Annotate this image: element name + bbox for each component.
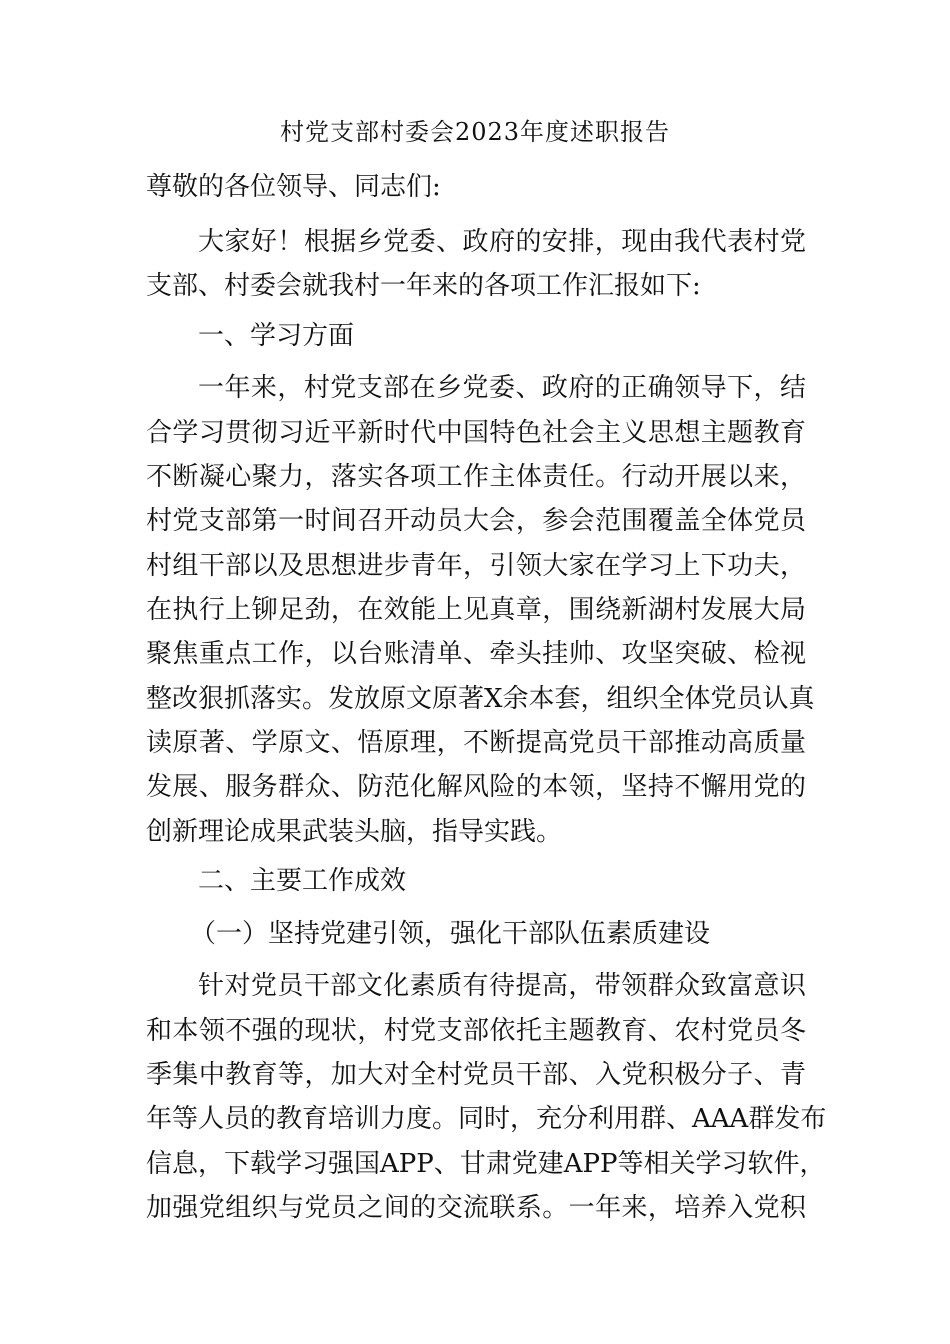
intro-line: 大家好！根据乡党委、政府的安排，现由我代表村党 <box>198 227 806 257</box>
paragraph-line: 发展、服务群众、防范化解风险的本领，坚持不懈用党的 <box>146 772 806 802</box>
paragraph-line: 合学习贯彻习近平新时代中国特色社会主义思想主题教育 <box>146 418 806 448</box>
paragraph-line: 聚焦重点工作，以台账清单、牵头挂帅、攻坚突破、检视 <box>146 639 806 669</box>
paragraph-line: 创新理论成果武装头脑，指导实践。 <box>146 817 563 847</box>
paragraph-line: 信息，下载学习强国APP、甘肃党建APP等相关学习软件， <box>146 1149 826 1179</box>
paragraph-line: 针对党员干部文化素质有待提高，带领群众致富意识 <box>198 971 806 1001</box>
intro-line: 支部、村委会就我村一年来的各项工作汇报如下: <box>146 271 701 301</box>
paragraph-line: 加强党组织与党员之间的交流联系。一年来，培养入党积 <box>146 1193 806 1223</box>
paragraph-line: 年等人员的教育培训力度。同时，充分利用群、AAA群发布 <box>146 1104 827 1134</box>
paragraph-line: 读原著、学原文、悟原理，不断提高党员干部推动高质量 <box>146 728 806 758</box>
section-heading: 二、主要工作成效 <box>198 866 407 896</box>
paragraph-line: 不断凝心聚力，落实各项工作主体责任。行动开展以来， <box>146 462 806 492</box>
document-title: 村党支部村委会2023年度述职报告 <box>279 118 671 146</box>
subsection-heading: （一）坚持党建引领，强化干部队伍素质建设 <box>190 919 711 949</box>
paragraph-line: 和本领不强的现状，村党支部依托主题教育、农村党员冬 <box>146 1016 806 1046</box>
paragraph-line: 季集中教育等，加大对全村党员干部、入党积极分子、青 <box>146 1060 806 1090</box>
paragraph-line: 一年来，村党支部在乡党委、政府的正确领导下，结 <box>198 373 806 403</box>
greeting: 尊敬的各位领导、同志们: <box>146 172 441 202</box>
paragraph-line: 村党支部第一时间召开动员大会，参会范围覆盖全体党员 <box>146 506 806 536</box>
section-heading: 一、学习方面 <box>198 321 355 351</box>
paragraph-line: 村组干部以及思想进步青年，引领大家在学习上下功夫， <box>146 551 806 581</box>
paragraph-line: 在执行上铆足劲，在效能上见真章，围绕新湖村发展大局 <box>146 595 806 625</box>
paragraph-line: 整改狠抓落实。发放原文原著X余本套，组织全体党员认真 <box>146 684 815 714</box>
